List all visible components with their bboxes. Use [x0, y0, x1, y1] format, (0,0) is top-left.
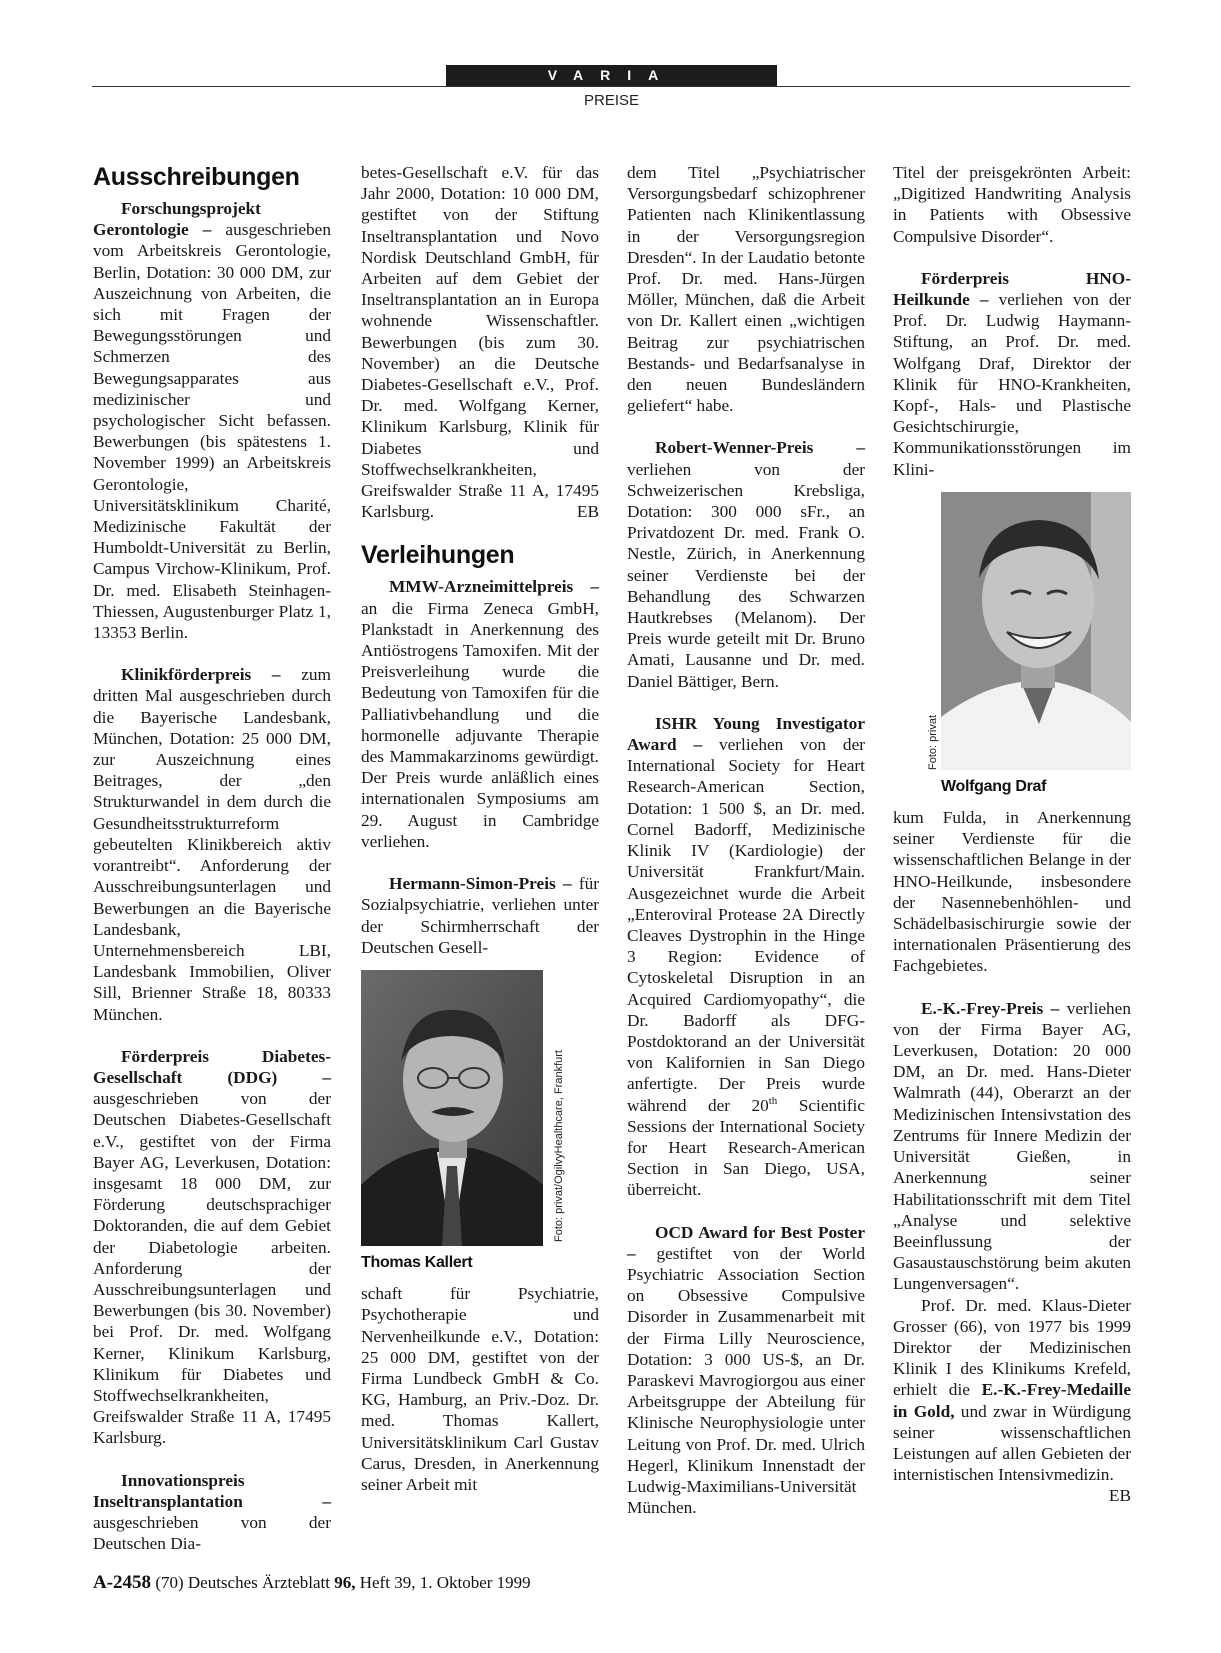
paragraph-text: verliehen von der International Society for Heart Research-American Section, Dotation: 1 500 $, an Dr. med. Cornel Badorff, Medizinische Klinik IV (Kardiologie) der Universität Frankfurt/Main. Ausgezeichnet wurde die Arbeit „Enteroviral Protease 2A Directly Cleaves Dystrophin in the Hinge 3 Region: Evidence of Cytoskeletal Disruption in an Acquired Cardiomyopathy“, die Dr. Badorff als DFG-Postdoktorand an der Universität von Kalifornien in San Diego anfertigte. Der Preis wurde während der 20 [627, 735, 865, 1115]
photo-draf-block [927, 492, 1131, 797]
award-name: Hermann-Simon-Preis – [389, 874, 572, 894]
award-name: Förderpreis HNO-Heilkunde – [893, 268, 1131, 310]
award-name: OCD Award for Best Poster – [627, 1222, 865, 1263]
section-header: VARIA [446, 65, 777, 86]
photo-credit: Foto: privat/OgilvyHealthcare, Frankfurt [553, 1049, 565, 1242]
article-paragraph [361, 873, 599, 958]
superscript: th [768, 1094, 778, 1107]
article-paragraph [361, 1283, 599, 1495]
article-paragraph [893, 1295, 1131, 1506]
paragraph-text: zum dritten Mal ausgeschrieben durch die Bayerische Landesbank, München, Dotation: 25 000 DM, zur Auszeichnung eines Beitrages, der „den Strukturwandel in dem durch die Gesundheitsstrukturreform gebeutelten Klinikbereich aktiv vorantreibt“. Anforderung der Ausschreibungsunterlagen und Bewerbungen an die Bayerische Landesbank, Unternehmensbereich LBI, Landesbank Immobilien, Oliver Sill, Brienner Straße 18, 80333 München. [93, 665, 332, 1024]
paragraph-text: Prof. Dr. med. Klaus-Dieter Grosser (66), von 1977 bis 1999 Direktor der Medizinischen Klinik I des Klinikums Krefeld, erhielt die [893, 1295, 1131, 1400]
article-paragraph [361, 162, 599, 522]
header-rule [92, 86, 1130, 87]
column-2 [361, 162, 599, 1495]
paragraph-text: für Sozialpsychiatrie, verliehen unter der Schirmherrschaft der Deutschen Gesell- [361, 874, 599, 957]
portrait-photo-kallert [361, 970, 543, 1246]
section-title-ausschreibungen: Ausschreibungen [93, 163, 300, 191]
award-name: E.-K.-Frey-Medaille in Gold, [893, 1380, 1131, 1421]
article-paragraph [93, 1470, 331, 1555]
paragraph-text: gestiftet von der World Psychiatric Association Section on Obsessive Compulsive Disorder in Zusammenarbeit mit der Firma Lilly Neuroscience, Dotation: 3 000 US-$, an Dr. Paraskevi Mavrogiorgou aus einer Arbeitsgruppe der Abteilung für Klinische Neurophysiologie unter Leitung von Prof. Dr. med. Ulrich Hegerl, Klinikum Innenstadt der Ludwig-Maximilians-Universität München. [627, 1243, 865, 1518]
award-name: Förderpreis Diabetes-Gesellschaft (DDG) – [93, 1046, 331, 1087]
article-paragraph [893, 162, 1131, 247]
photo-caption: Thomas Kallert [361, 1253, 473, 1271]
award-name: E.-K.-Frey-Preis – [921, 998, 1060, 1018]
column-4 [893, 162, 1131, 1507]
paragraph-text: ausgeschrieben vom Arbeitskreis Gerontologie, Berlin, Dotation: 30 000 DM, zur Auszeichnung von Arbeiten, die sich mit Fragen der Bewegungsstörungen und Schmerzen des Bewegungsapparates aus medizinischer und psychologischer Sicht befassen. Bewerbungen (bis spätestens 1. November 1999) an Arbeitskreis Gerontologie, Universitätsklinikum Charité, Medizinische Fakultät der Humboldt-Universität zu Berlin, Campus Virchow-Klinikum, Prof. Dr. med. Elisabeth Steinhagen-Thiessen, Augustenburger Platz 1, 13353 Berlin. [93, 220, 331, 643]
author-signature: EB [1108, 1486, 1131, 1506]
journal-issue: (70) Deutsches Ärzteblatt [155, 1573, 335, 1592]
paragraph-text: schaft für Psychiatrie, Psychotherapie und Nervenheilkunde e.V., Dotation: 25 000 DM, gestiftet von der Firma Lundbeck GmbH & Co. KG, Hamburg, an Priv.-Doz. Dr. med. Thomas Kallert, Universitätsklinikum Carl Gustav Carus, Dresden, in Anerkennung seiner Arbeit mit [361, 1284, 599, 1494]
article-paragraph [627, 437, 865, 691]
journal-volume: 96, [334, 1573, 356, 1592]
article-paragraph [627, 1222, 865, 1519]
section-title-verleihungen: Verleihungen [361, 541, 515, 570]
award-name: Klinikförderpreis – [121, 665, 281, 685]
page-number: A-2458 [93, 1572, 152, 1593]
paragraph-text: an die Firma Zeneca GmbH, Plankstadt in Anerkennung des Antiöstrogens Tamoxifen. Mit der Preisverleihung wurde die Bedeutung von Tamoxifen für die Palliativbehandlung und die hormonelle adjuvante Therapie des Mammakarzinoms gewürdigt. Der Preis wurde anläßlich eines internationalen Symposiums am 29. August in Cambridge verliehen. [361, 598, 599, 851]
paragraph-text: und zwar in Würdigung seiner wissenschaftlichen Leistungen auf allen Gebieten der internistischen Intensivmedizin. [893, 1401, 1131, 1485]
article-paragraph [627, 162, 865, 416]
award-name: ISHR Young Investigator Award – [627, 713, 865, 755]
article-paragraph [893, 998, 1131, 1295]
portrait-photo-draf [941, 492, 1131, 770]
paragraph-text: Scientific Sessions der International Society for Heart Research-American Section in San Diego, USA, überreicht. [627, 1095, 865, 1200]
award-name: Robert-Wenner-Preis – [655, 438, 865, 458]
subsection-header: PREISE [583, 92, 640, 109]
photo-kallert-block [361, 970, 599, 1273]
award-name: Forschungsprojekt Gerontologie – [93, 199, 261, 240]
paragraph-text: verliehen von der Firma Bayer AG, Leverkusen, Dotation: 20 000 DM, an Dr. med. Hans-Dieter Walmrath (44), Oberarzt an der Medizinischen Intensivstation des Zentrums für Innere Medizin der Universität Gießen, in Anerkennung seiner Habilitationsschrift mit dem Titel „Analyse und selektive Beeinflussung der Gasaustauschstörung beim akuten Lungenversagen“. [893, 998, 1131, 1294]
article-paragraph [93, 664, 331, 1024]
paragraph-text: verliehen von der Prof. Dr. Ludwig Haymann-Stiftung, an Prof. Dr. med. Wolfgang Draf, Direktor der Klinik für HNO-Krankheiten, Kopf-, Hals- und Plastische Gesichtschirurgie, Kommunikationsstörungen im Klini- [893, 290, 1131, 479]
article-paragraph [93, 1046, 331, 1449]
paragraph-text: dem Titel „Psychiatrischer Versorgungsbedarf schizophrener Patienten nach Klinikentlassung in der Versorgungsregion Dresden“. In der Laudatio betonte Prof. Dr. med. Hans-Jürgen Möller, München, daß die Arbeit von Dr. Kallert einen „wichtigen Beitrag zur psychiatrischen Bestands- und Bedarfsanalyse in den neuen Bundesländern geliefert“ habe. [627, 163, 865, 416]
page-footer [93, 1572, 531, 1594]
journal-issue-date: Heft 39, 1. Oktober 1999 [355, 1573, 531, 1592]
article-paragraph [893, 268, 1131, 480]
author-signature: EB [576, 502, 599, 522]
paragraph-text: ausgeschrieben von der Deutschen Diabetes-Gesellschaft e.V., gestiftet von der Firma Bayer AG, Leverkusen, Dotation: insgesamt 18 000 DM, zur Förderung deutschsprachiger Doktoranden, die auf dem Gebiet der Diabetologie arbeiten. Anforderung der Ausschreibungsunterlagen und Bewerbungen (bis 30. November) bei Prof. Dr. med. Wolfgang Kerner, Klinikum Karlsburg, Klinikum für Diabetes und Stoffwechselkrankheiten, Greifswalder Straße 11 A, 17495 Karlsburg. [93, 1089, 331, 1448]
column-3 [627, 162, 865, 1518]
paragraph-text: Titel der preisgekrönten Arbeit: „Digitized Handwriting Analysis in Patients with Obsessive Compulsive Disorder“. [893, 163, 1131, 246]
paragraph-text: kum Fulda, in Anerkennung seiner Verdienste für die wissenschaftlichen Belange in der HNO-Heilkunde, insbesondere der Nasennebenhöhlen- und Schädelbasischirurgie sowie der internationalen Präsentierung des Fachgebietes. [893, 808, 1131, 976]
award-name: MMW-Arzneimittelpreis – [389, 577, 599, 597]
photo-caption: Wolfgang Draf [941, 777, 1047, 795]
article-paragraph [893, 807, 1131, 977]
paragraph-text: betes-Gesellschaft e.V. für das Jahr 2000, Dotation: 10 000 DM, gestiftet von der Stiftung Inseltransplantation und Novo Nordisk Deutschland GmbH, für Arbeiten auf dem Gebiet der Inseltransplantation an in Europa wohnende Wissenschaftler. Bewerbungen (bis zum 30. November) an die Deutsche Diabetes-Gesellschaft e.V., Prof. Dr. med. Wolfgang Kerner, Klinikum Karlsburg, Klinik für Diabetes und Stoffwechselkrankheiten, Greifswalder Straße 11 A, 17495 Karlsburg. [361, 163, 599, 522]
paragraph-text: verliehen von der Schweizerischen Krebsliga, Dotation: 300 000 sFr., an Privatdozent Dr. med. Frank O. Nestle, Zürich, in Anerkennung seiner Verdienste bei der Behandlung des Schwarzen Hautkrebses (Melanom). Der Preis wurde geteilt mit Dr. Bruno Amati, Lausanne und Dr. med. Daniel Bättiger, Bern. [627, 459, 865, 691]
photo-credit: Foto: privat [927, 714, 939, 770]
article-paragraph [627, 713, 865, 1201]
award-name: Innovationspreis Inseltransplantation – [93, 1470, 331, 1511]
article-paragraph [93, 198, 331, 643]
column-1 [93, 162, 331, 1554]
article-paragraph [361, 576, 599, 852]
paragraph-text: ausgeschrieben von der Deutschen Dia- [93, 1512, 331, 1554]
